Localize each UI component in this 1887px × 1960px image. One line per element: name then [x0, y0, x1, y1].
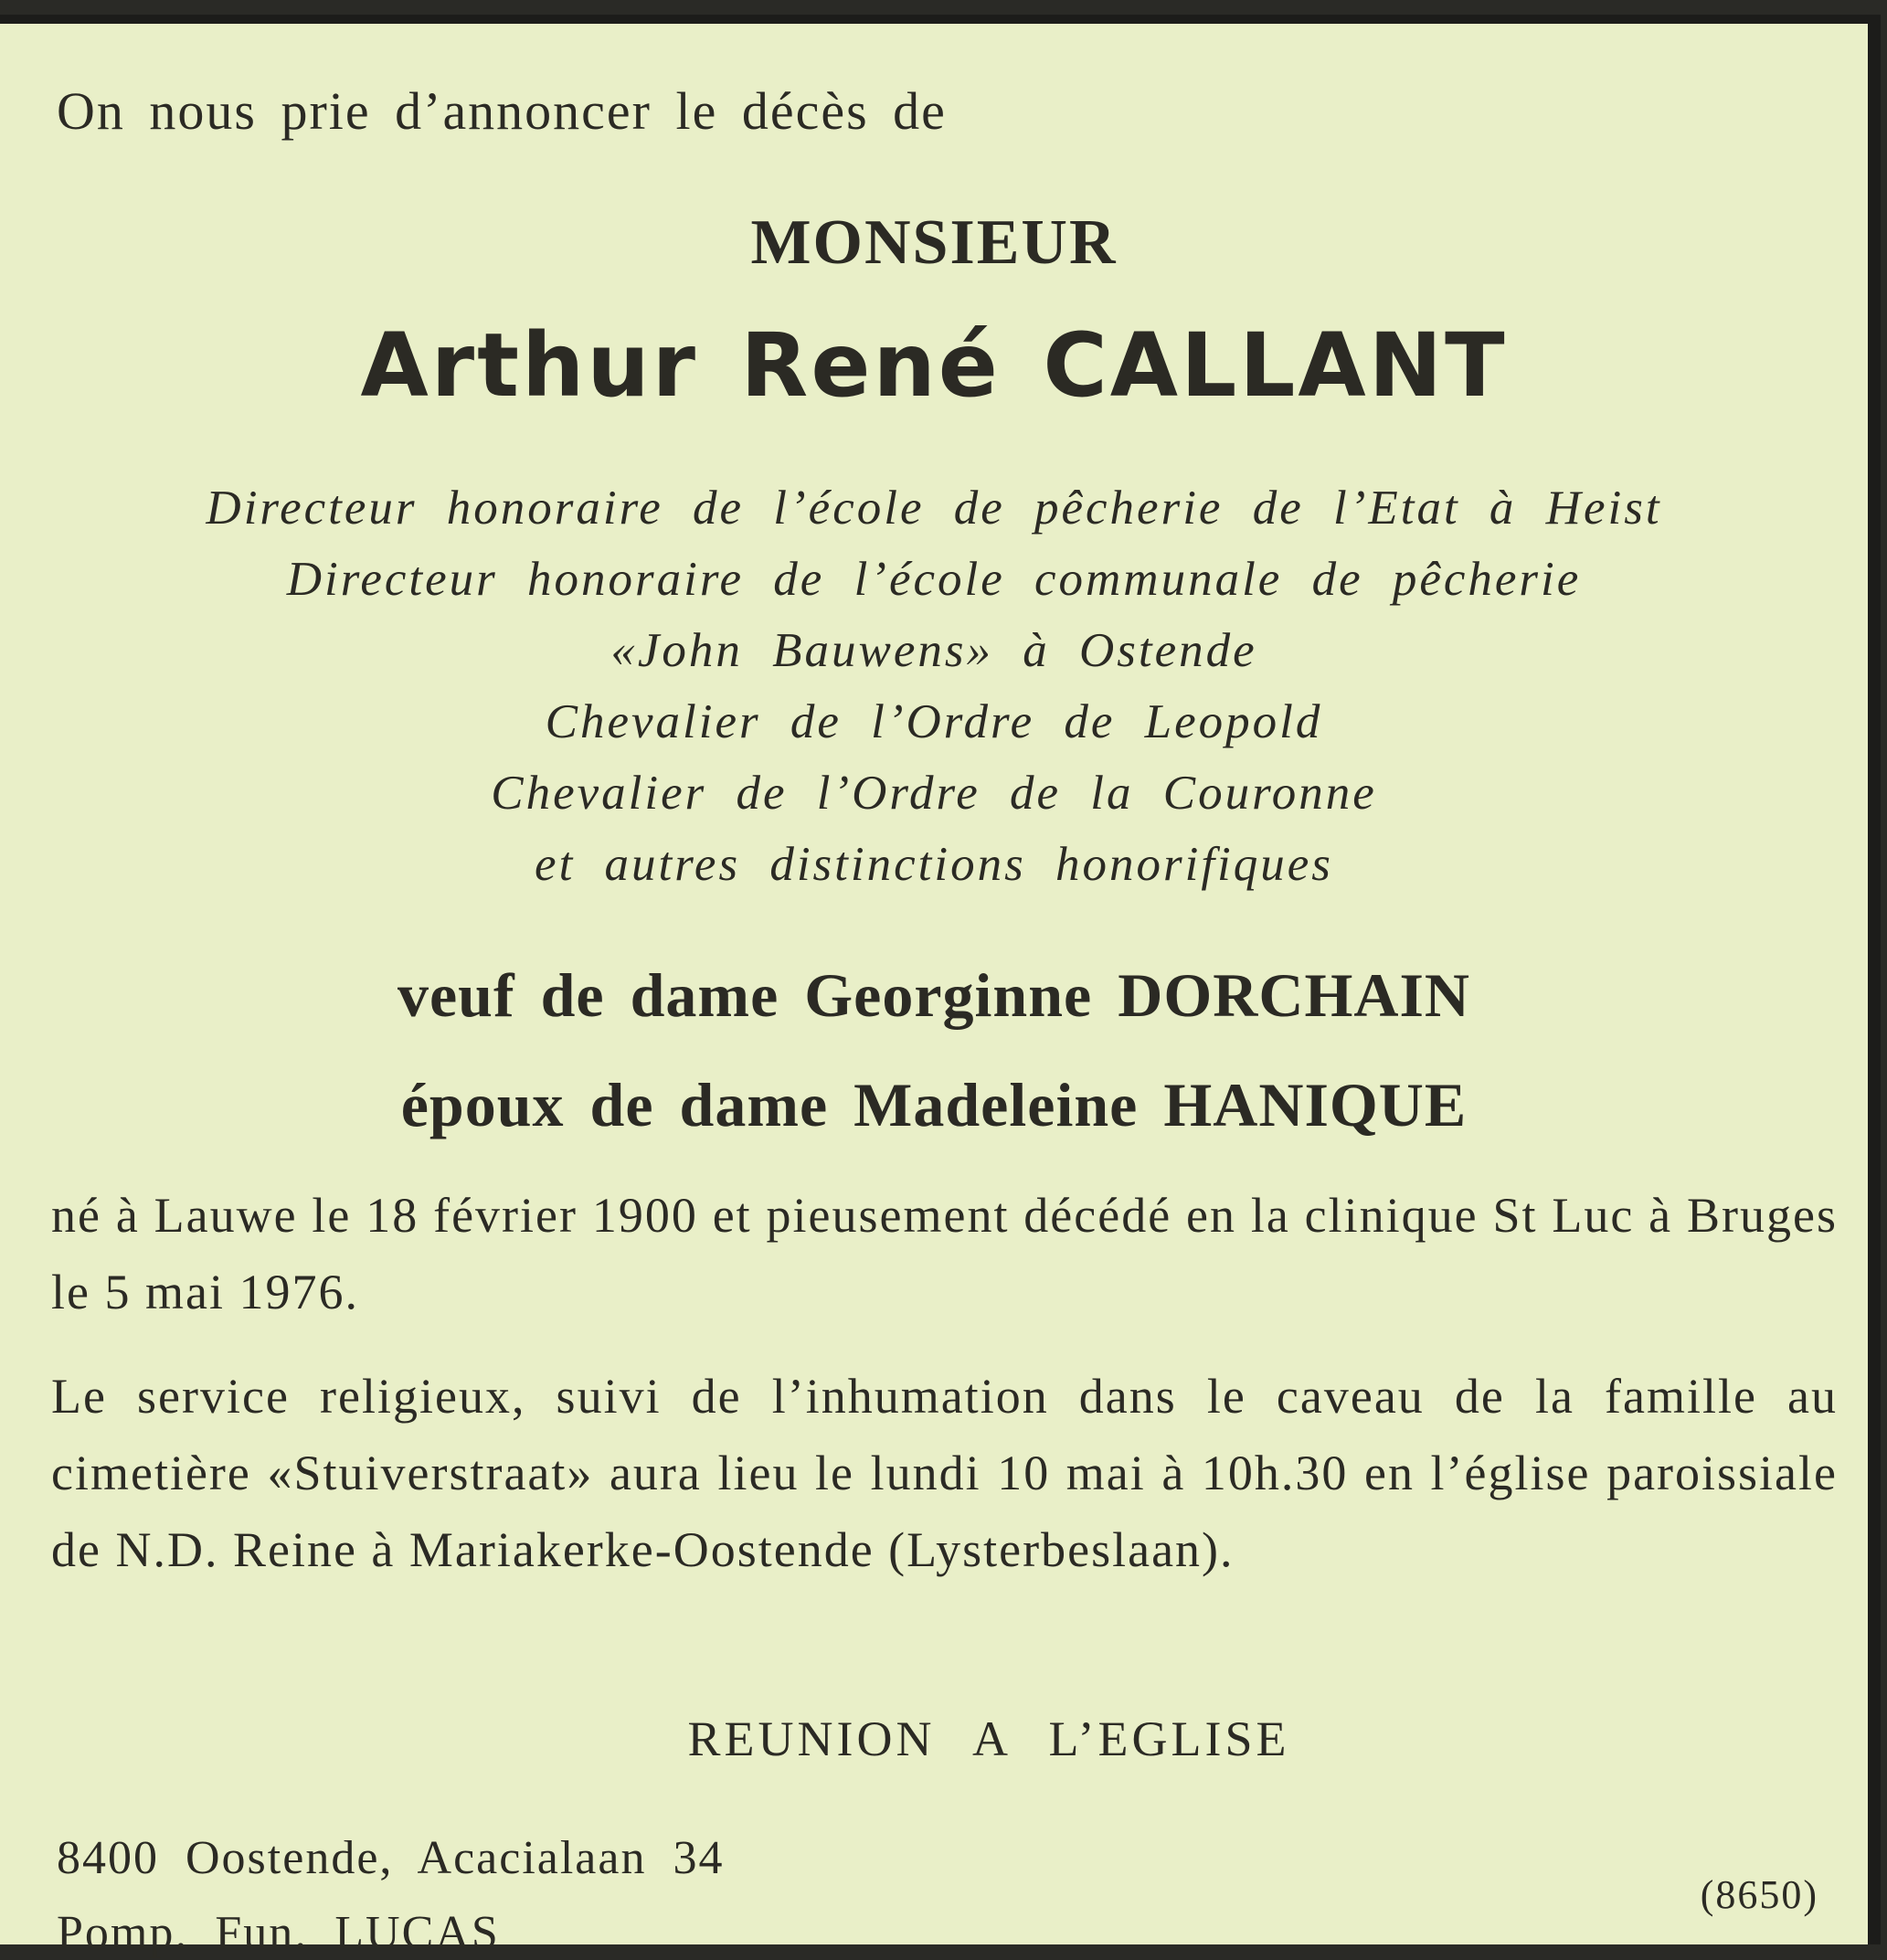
reference-number: (8650) — [1700, 1872, 1818, 1917]
salutation: MONSIEUR — [750, 207, 1118, 278]
service-paragraph: Le service religieux, suivi de l’inhumation dans le caveau de la famille au cimetière «Stuiverstraat» aura lieu le lundi 10 mai à 10h.30 en l’église paroissiale de N.D. Reine à Mariakerke-Oostende (Lysterbeslaan). — [51, 1369, 1838, 1577]
deceased-name: Arthur René CALLANT — [360, 314, 1508, 417]
title-line: et autres distinctions honorifiques — [535, 838, 1333, 891]
spouse-line: époux de dame Madeleine HANIQUE — [400, 1070, 1468, 1139]
title-line: Directeur honoraire de l’école communale de pêcherie — [286, 553, 1582, 606]
funeral-home: Pomp. Fun. LUCAS — [57, 1907, 500, 1959]
widower-line: veuf de dame Georginne DORCHAIN — [397, 960, 1471, 1030]
title-line: «John Bauwens» à Ostende — [610, 624, 1257, 677]
title-line: Chevalier de l’Ordre de Leopold — [545, 695, 1323, 748]
obituary-card — [0, 15, 1881, 1959]
title-line: Directeur honoraire de l’école de pêcherie de l’Etat à Heist — [206, 482, 1662, 535]
birth-death-paragraph: né à Lauwe le 18 février 1900 et pieusement décédé en la clinique St Luc à Bruges le 5 mai 1976. — [51, 1188, 1838, 1319]
family-address: 8400 Oostende, Acacialaan 34 — [57, 1832, 725, 1884]
title-line: Chevalier de l’Ordre de la Couronne — [491, 767, 1377, 820]
reunion-notice: REUNION A L’EGLISE — [687, 1711, 1290, 1766]
intro-text: On nous prie d’annoncer le décès de — [57, 81, 947, 141]
